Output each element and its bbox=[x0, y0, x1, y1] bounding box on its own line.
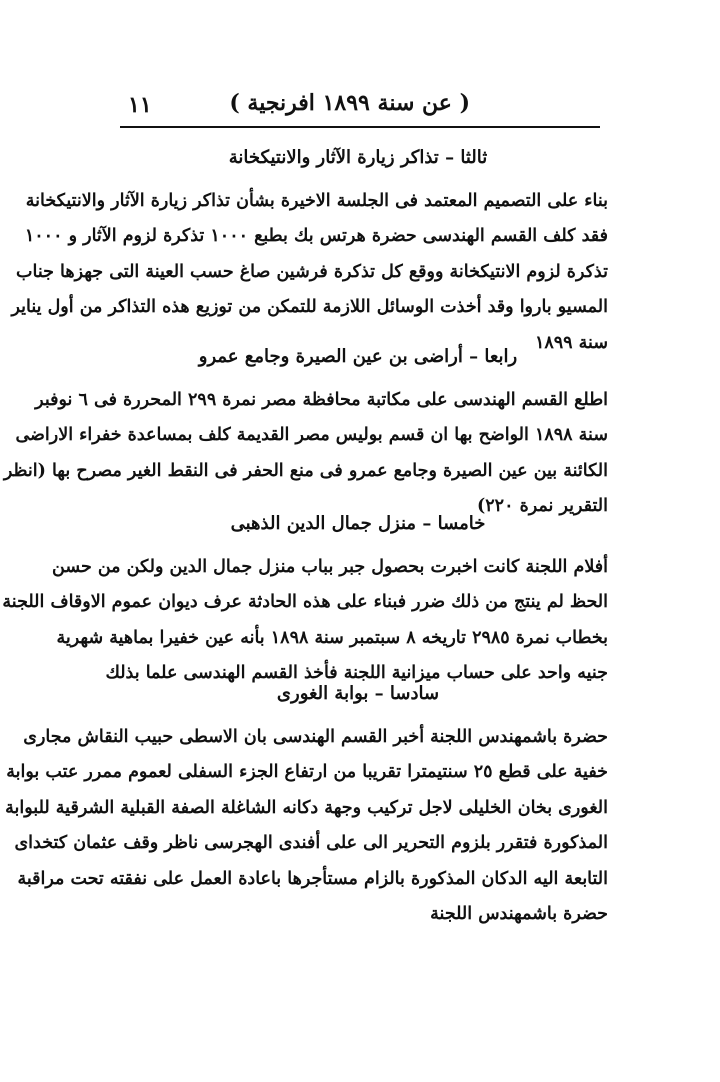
paragraph-line: حضرة باشمهندس اللجنة bbox=[430, 903, 608, 924]
paragraph-line: الكائنة بين عين الصيرة وجامع عمرو فى منع الحفر فى النقط الغير مصرح بها (انظر bbox=[3, 460, 608, 481]
paragraph-line: اطلع القسم الهندسى على مكاتبة محافظة مصر نمرة ٢٩٩ المحررة فى ٦ نوفبر bbox=[35, 390, 608, 410]
header-rule bbox=[120, 126, 600, 128]
paragraph-line: سنة ١٨٩٨ الواضح بها ان قسم بوليس مصر القديمة كلف بمساعدة خفراء الاراضى bbox=[15, 425, 608, 446]
paragraph-line: المذكورة فتقرر بلزوم التحرير الى على أفندى الهجرسى ناظر وقف عثمان كتخداى bbox=[14, 833, 608, 854]
paragraph-line: خفية على قطع ٢٥ سنتيمترا تقريبا من ارتفاع الجزء السفلى لعموم ممرر عتب بوابة bbox=[6, 762, 608, 783]
paragraph-line: سنة ١٨٩٩ bbox=[534, 332, 608, 353]
paragraph-line: حضرة باشمهندس اللجنة أخبر القسم الهندسى بان الاسطى حبيب النقاش مجارى bbox=[23, 727, 608, 747]
section-heading: رابعا – أراضى بن عين الصيرة وجامع عمرو bbox=[198, 346, 518, 367]
section-paragraph bbox=[5, 720, 608, 932]
section-paragraph bbox=[2, 550, 608, 692]
paragraph-line: الحظ لم ينتج من ذلك ضرر فبناء على هذه الحادثة عرف ديوان عموم الاوقاف اللجنة bbox=[2, 592, 608, 613]
paragraph-line: الغورى بخان الخليلى لاجل تركيب وجهة دكانه الشاغلة الصفة القبلية الشرقية للبوابة bbox=[5, 797, 608, 818]
running-title: ( عن سنة ١٨٩٩ افرنجية ) bbox=[229, 90, 470, 116]
section-sixth bbox=[5, 680, 608, 932]
paragraph-line: بخطاب نمرة ٢٩٨٥ تاريخه ٨ سبتمبر سنة ١٨٩٨ بأنه عين خفيرا بماهية شهرية bbox=[56, 627, 608, 648]
page-number: ١١ bbox=[128, 92, 152, 118]
paragraph-line: التقرير نمرة ٢٢٠) bbox=[477, 496, 608, 517]
paragraph-line: المسيو باروا وقد أخذت الوسائل اللازمة للتمكن من توزيع هذه التذاكر من أول يناير bbox=[11, 297, 608, 318]
section-heading: خامسا – منزل جمال الدين الذهبى bbox=[230, 513, 486, 534]
section-paragraph bbox=[11, 184, 608, 361]
section-third bbox=[11, 144, 608, 361]
section-heading: سادسا – بوابة الغورى bbox=[276, 683, 440, 704]
section-fourth bbox=[3, 343, 608, 525]
paragraph-line: التابعة اليه الدكان المذكورة بالزام مستأجرها باعادة العمل على نفقته تحت مراقبة bbox=[17, 868, 608, 889]
paragraph-line: فقد كلف القسم الهندسى حضرة هرتس بك بطبع ١٠٠٠ تذكرة لزوم الآثار و ١٠٠٠ bbox=[24, 226, 608, 247]
section-paragraph bbox=[3, 383, 608, 525]
paragraph-line: بناء على التصميم المعتمد فى الجلسة الاخيرة بشأن تذاكر زيارة الآثار والانتيكخانة bbox=[25, 191, 608, 211]
section-heading: ثالثا – تذاكر زيارة الآثار والانتيكخانة bbox=[228, 147, 488, 168]
section-fifth bbox=[2, 510, 608, 692]
paragraph-line: أفلام اللجنة كانت اخبرت بحصول جبر بباب منزل جمال الدين ولكن من حسن bbox=[52, 557, 608, 577]
paragraph-line: جنيه واحد على حساب ميزانية اللجنة فأخذ القسم الهندسى علما بذلك bbox=[105, 663, 608, 684]
paragraph-line: تذكرة لزوم الانتيكخانة ووقع كل تذكرة فرشين صاغ حسب العينة التى جهزها جناب bbox=[16, 261, 608, 282]
page-header bbox=[120, 86, 600, 124]
